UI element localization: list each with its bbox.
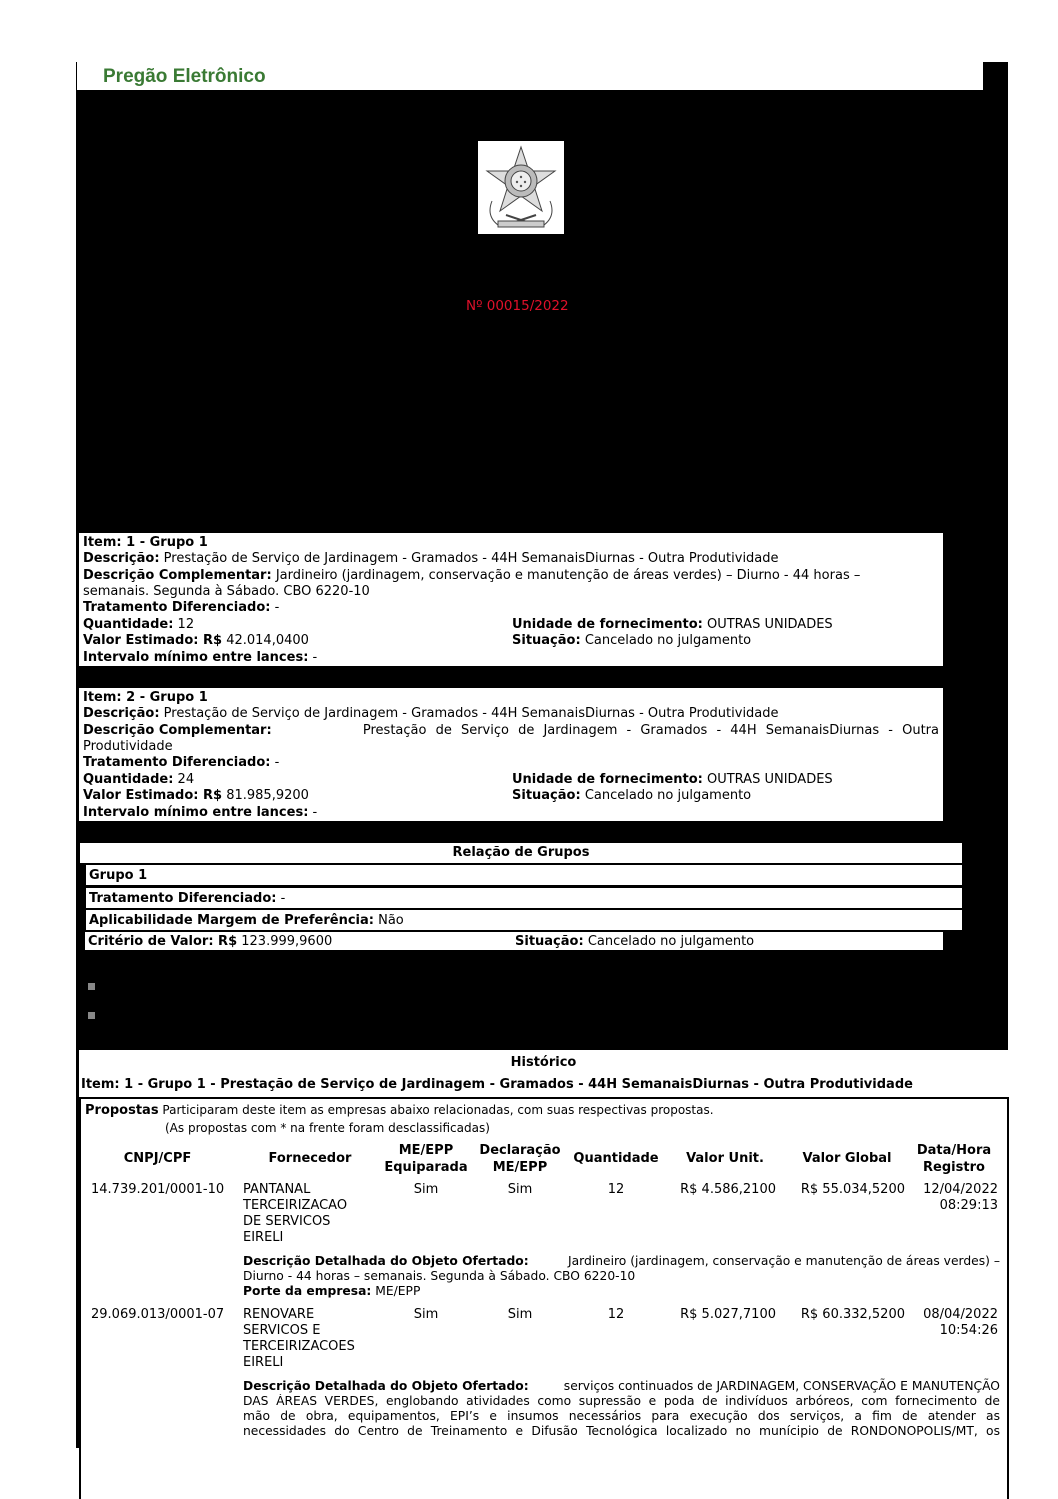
row-data-hora (910, 1182, 998, 1214)
label: Valor Estimado: R$ (83, 633, 223, 648)
value: - (312, 805, 318, 820)
row-declaracao: Sim (507, 1307, 533, 1322)
row-detail (243, 1254, 1000, 1299)
row-valor-unit: R$ 5.027,7100 (680, 1307, 776, 1322)
label: Quantidade: (83, 617, 174, 632)
row-data-hora (910, 1307, 998, 1339)
fornecedor-line: PANTANAL (243, 1182, 311, 1197)
label: Critério de Valor: R$ (88, 934, 238, 949)
label: Tratamento Diferenciado: (89, 891, 277, 906)
groups-heading-row (79, 842, 963, 864)
label: Tratamento Diferenciado: (83, 755, 271, 770)
value: - (280, 891, 286, 906)
col-data-line: Data/Hora (916, 1143, 992, 1158)
quantity: 24 (177, 772, 195, 787)
row-date: 12/04/2022 (923, 1182, 998, 1197)
bullet-square-icon (88, 1012, 95, 1019)
criterion-value: 123.999,9600 (241, 934, 333, 949)
history-item-title: Item: 1 - Grupo 1 - Prestação de Serviço de Jardinagem - Gramados - 44H SemanaisDiurnas - Outra Produtividade (81, 1077, 913, 1092)
detail-text: mão de obra, equipamentos, EPI’s e insumos necessários para execução dos serviços, a fim de atender as (243, 1409, 1000, 1423)
col-fornecedor: Fornecedor (268, 1151, 352, 1166)
label: Unidade de fornecimento: (512, 772, 703, 787)
fornecedor-line: TERCEIRIZACAO (243, 1198, 348, 1213)
proposals-text: Participaram deste item as empresas abaixo relacionadas, com suas respectivas propostas. (162, 1103, 714, 1117)
row-meepp: Sim (413, 1182, 439, 1197)
group-value-row (85, 932, 943, 950)
row-declaracao: Sim (507, 1182, 533, 1197)
company-size-label: Porte da empresa: (243, 1284, 372, 1298)
value: Não (378, 913, 404, 928)
label: Valor Estimado: R$ (83, 788, 223, 803)
col-declaracao (472, 1142, 568, 1176)
label: Quantidade: (83, 772, 174, 787)
group-name: Grupo 1 (89, 868, 148, 883)
item-complement: Prestação de Serviço de Jardinagem - Gramados - 44H SemanaisDiurnas - Outra (362, 723, 939, 738)
fornecedor-line: SERVICOS E (243, 1323, 321, 1338)
col-meepp (378, 1142, 474, 1176)
estimated-value: 81.985,9200 (226, 788, 309, 803)
row-quantidade: 12 (607, 1307, 625, 1322)
pregao-number: Nº 00015/2022 (466, 298, 569, 314)
bullet-square-icon (88, 983, 95, 990)
item-description: Prestação de Serviço de Jardinagem - Gramados - 44H SemanaisDiurnas - Outra Produtividade (163, 551, 779, 566)
label: Aplicabilidade Margem de Preferência: (89, 913, 374, 928)
proposals-note: (As propostas com * na frente foram desclassificadas) (165, 1121, 490, 1135)
value: - (274, 755, 280, 770)
detail-text: Jardineiro (jardinagem, conservação e manutenção de áreas verdes) – (568, 1254, 1000, 1268)
company-size: ME/EPP (375, 1284, 421, 1298)
group-treatment-row (85, 887, 963, 909)
label: Descrição: (83, 551, 160, 566)
label: Situação: (512, 633, 581, 648)
row-valor-global: R$ 55.034,5200 (800, 1182, 905, 1197)
row-date: 08/04/2022 (923, 1307, 998, 1322)
value: - (312, 650, 318, 665)
item-title: Item: 1 - Grupo 1 (83, 535, 208, 550)
col-cnpj: CNPJ/CPF (123, 1151, 192, 1166)
row-valor-global: R$ 60.332,5200 (800, 1307, 905, 1322)
item-description: Prestação de Serviço de Jardinagem - Gramados - 44H SemanaisDiurnas - Outra Produtividade (163, 706, 779, 721)
row-detail (243, 1379, 1000, 1439)
group-preference-row (85, 909, 963, 931)
groups-heading: Relação de Grupos (452, 845, 590, 860)
status: Cancelado no julgamento (584, 633, 752, 648)
supply-unit: OUTRAS UNIDADES (706, 772, 833, 787)
item-complement: Jardineiro (jardinagem, conservação e manutenção de áreas verdes) – Diurno - 44 horas – (275, 568, 861, 583)
row-time: 10:54:26 (939, 1323, 998, 1338)
redaction-bar (983, 62, 1008, 92)
coat-of-arms-emblem (478, 141, 564, 234)
col-valor-unit: Valor Unit. (686, 1151, 764, 1166)
fornecedor-line: EIRELI (243, 1230, 284, 1245)
label: Intervalo mínimo entre lances: (83, 650, 309, 665)
col-decl-line: Declaração (479, 1143, 561, 1158)
detail-text: Diurno - 44 horas – semanais. Segunda à Sábado. CBO 6220-10 (243, 1269, 636, 1283)
fornecedor-line: EIRELI (243, 1355, 284, 1370)
row-valor-unit: R$ 4.586,2100 (680, 1182, 776, 1197)
estimated-value: 42.014,0400 (226, 633, 309, 648)
quantity: 12 (177, 617, 195, 632)
col-quantidade: Quantidade (573, 1151, 659, 1166)
fornecedor-line: TERCEIRIZACOES (243, 1339, 355, 1354)
group-name-row (85, 864, 963, 886)
detail-text: necessidades do Centro de Treinamento e Difusão Tecnológica localizado no munícipio de RONDONOPOLIS/MT, os (243, 1424, 1000, 1438)
label: Intervalo mínimo entre lances: (83, 805, 309, 820)
history-heading: Histórico (510, 1055, 577, 1070)
item-card (79, 533, 943, 666)
label: Descrição Complementar: (83, 723, 272, 738)
label: Tratamento Diferenciado: (83, 600, 271, 615)
row-quantidade: 12 (607, 1182, 625, 1197)
row-time: 08:29:13 (939, 1198, 998, 1213)
detail-label: Descrição Detalhada do Objeto Ofertado: (243, 1254, 529, 1268)
row-meepp: Sim (413, 1307, 439, 1322)
label: Situação: (512, 788, 581, 803)
label: Situação: (515, 934, 584, 949)
row-cnpj: 29.069.013/0001-07 (91, 1307, 225, 1322)
row-fornecedor (243, 1182, 347, 1246)
detail-text: DAS ÁREAS VERDES, englobando atividades como supressão e poda de indivíduos arbóreos, com fornecimento de (243, 1394, 1000, 1408)
status: Cancelado no julgamento (584, 788, 752, 803)
col-decl-line: ME/EPP (492, 1160, 548, 1175)
proposals-intro (85, 1103, 714, 1118)
detail-label: Descrição Detalhada do Objeto Ofertado: (243, 1379, 529, 1393)
item-complement: Produtividade (83, 739, 173, 754)
fornecedor-line: RENOVARE (243, 1307, 315, 1322)
label: Unidade de fornecimento: (512, 617, 703, 632)
value: - (274, 600, 280, 615)
label: Descrição: (83, 706, 160, 721)
status: Cancelado no julgamento (587, 934, 755, 949)
detail-text: serviços continuados de JARDINAGEM, CONSERVAÇÃO E MANUTENÇÃO (563, 1379, 1000, 1393)
row-fornecedor (243, 1307, 355, 1371)
item-complement: semanais. Segunda à Sábado. CBO 6220-10 (83, 584, 370, 599)
fornecedor-line: DE SERVICOS (243, 1214, 331, 1229)
groups-section (79, 842, 963, 952)
col-data-line: Registro (923, 1160, 985, 1175)
item-title: Item: 2 - Grupo 1 (83, 690, 208, 705)
label: Descrição Complementar: (83, 568, 272, 583)
page-title: Pregão Eletrônico (103, 66, 266, 87)
proposals-label: Propostas (85, 1103, 159, 1118)
col-meepp-line: ME/EPP (398, 1143, 454, 1158)
col-meepp-line: Equiparada (384, 1160, 468, 1175)
col-data-hora (908, 1142, 1000, 1176)
row-cnpj: 14.739.201/0001-10 (91, 1182, 225, 1197)
item-card (79, 688, 943, 821)
supply-unit: OUTRAS UNIDADES (706, 617, 833, 632)
page-header (76, 62, 983, 91)
col-valor-global: Valor Global (802, 1151, 892, 1166)
